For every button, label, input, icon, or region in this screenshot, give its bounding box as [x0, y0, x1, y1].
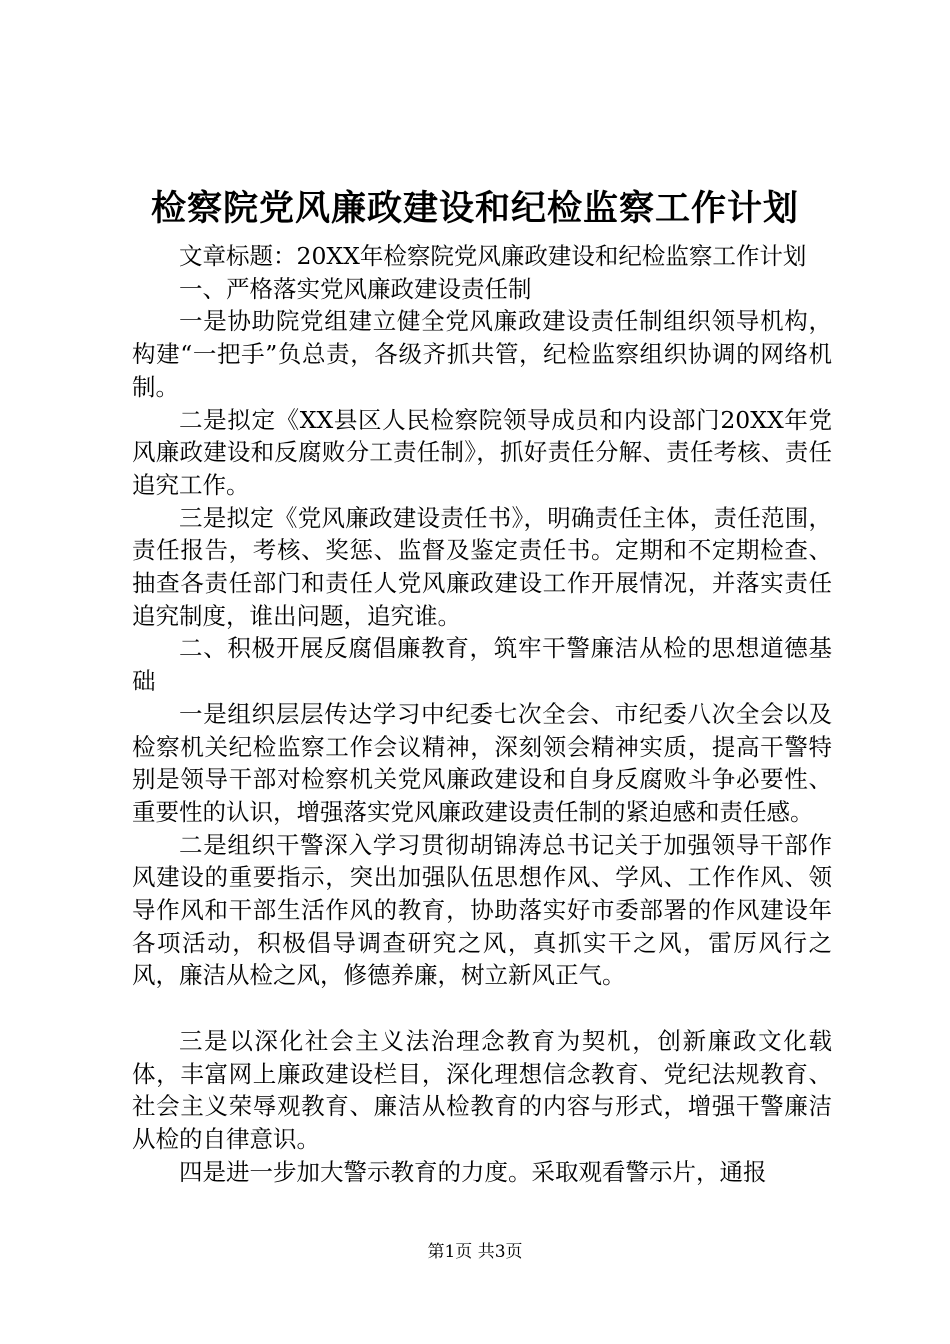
- paragraph: 三是拟定《党风廉政建设责任书》，明确责任主体，责任范围，责任报告，考核、奖惩、监督及鉴定责任书。定期和不定期检查、抽查各责任部门和责任人党风廉政建设工作开展情况，并落实责任追究制度，谁出问题，追究谁。: [132, 503, 832, 630]
- paragraph-article-heading: 文章标题：20XX年检察院党风廉政建设和纪检监察工作计划: [179, 242, 807, 270]
- paragraph: 一是协助院党组建立健全党风廉政建设责任制组织领导机构，构建“一把手”负总责，各级齐抓共管，纪检监察组织协调的网络机制。: [132, 307, 832, 401]
- paragraph: 二是组织干警深入学习贯彻胡锦涛总书记关于加强领导干部作风建设的重要指示，突出加强队伍思想作风、学风、工作作风、领导作风和干部生活作风的教育，协助落实好市委部署的作风建设年各项活动，积极倡导调查研究之风，真抓实干之风，雷厉风行之风，廉洁从检之风，修德养廉，树立新风正气。: [132, 830, 832, 990]
- paragraph: 三是以深化社会主义法治理念教育为契机，创新廉政文化载体，丰富网上廉政建设栏目，深化理想信念教育、党纪法规教育、社会主义荣辱观教育、廉洁从检教育的内容与形式，增强干警廉洁从检的自律意识。: [132, 1026, 832, 1153]
- section-heading-2: 二、积极开展反腐倡廉教育，筑牢干警廉洁从检的思想道德基础: [132, 634, 832, 696]
- paragraph: 一是组织层层传达学习中纪委七次全会、市纪委八次全会以及检察机关纪检监察工作会议精神，深刻领会精神实质，提高干警特别是领导干部对检察机关党风廉政建设和自身反腐败斗争必要性、重要性的认识，增强落实党风廉政建设责任制的紧迫感和责任感。: [132, 699, 832, 826]
- paragraph: 二是拟定《XX县区人民检察院领导成员和内设部门20XX年党风廉政建设和反腐败分工责任制》，抓好责任分解、责任考核、责任追究工作。: [132, 405, 832, 499]
- page-number-footer: 第1页 共3页: [427, 1242, 523, 1262]
- document-title: 检察院党风廉政建设和纪检监察工作计划: [150, 188, 799, 229]
- document-body: [132, 240, 832, 1188]
- paragraph: 四是进一步加大警示教育的力度。采取观看警示片，通报: [179, 1157, 767, 1186]
- section-heading-1: 一、严格落实党风廉政建设责任制: [179, 274, 532, 303]
